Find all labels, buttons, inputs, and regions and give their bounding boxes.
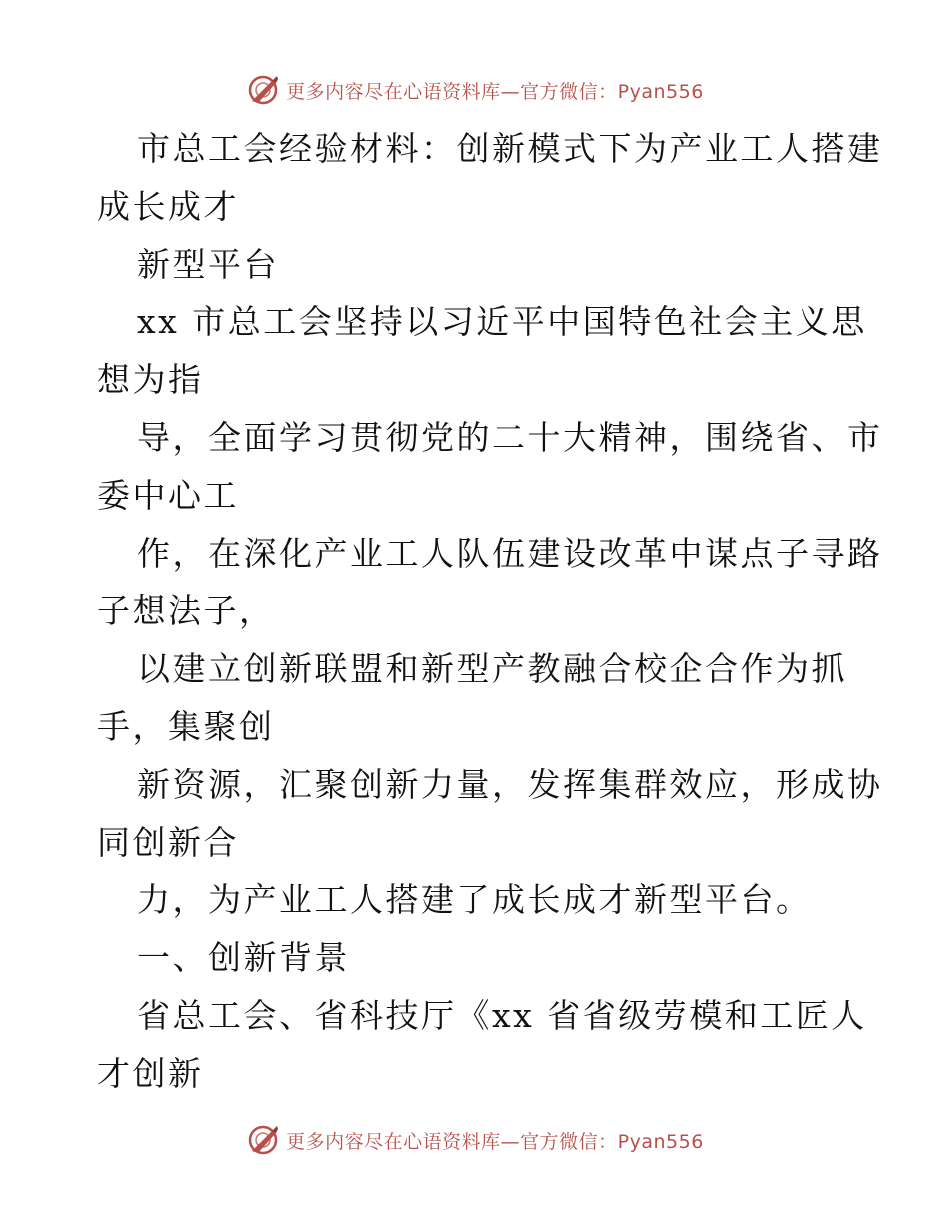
text-line: 同创新合 bbox=[97, 822, 239, 862]
text-line: 一、创新背景 bbox=[137, 938, 350, 978]
text-line: 省总工会、省科技厅《xx 省省级劳模和工匠人 bbox=[137, 995, 867, 1035]
watermark-text: 更多内容尽在心语资料库—官方微信：Pyan556 bbox=[286, 1130, 704, 1153]
watermark-text: 更多内容尽在心语资料库—官方微信：Pyan556 bbox=[286, 80, 704, 103]
footer-watermark-banner bbox=[0, 1120, 950, 1160]
document-body bbox=[97, 120, 883, 1103]
text-line: 市总工会经验材料：创新模式下为产业工人搭建 bbox=[137, 129, 883, 168]
text-line: 成长成才 bbox=[97, 186, 239, 226]
quill-pen-logo-icon bbox=[246, 73, 280, 107]
header-watermark-banner bbox=[0, 70, 950, 110]
text-line: 作，在深化产业工人队伍建设改革中谋点子寻路 bbox=[137, 533, 883, 573]
text-line: 新型平台 bbox=[137, 244, 279, 284]
quill-pen-logo-icon bbox=[246, 1123, 280, 1157]
text-line: 子想法子， bbox=[97, 591, 275, 631]
text-line: 手，集聚创 bbox=[97, 706, 275, 746]
text-line: 新资源，汇聚创新力量，发挥集群效应，形成协 bbox=[137, 764, 883, 804]
text-line: xx 市总工会坚持以习近平中国特色社会主义思 bbox=[137, 302, 867, 342]
text-line: 才创新 bbox=[97, 1053, 204, 1093]
text-line: 以建立创新联盟和新型产教融合校企合作为抓 bbox=[137, 649, 847, 689]
text-line: 想为指 bbox=[97, 360, 204, 400]
text-line: 委中心工 bbox=[97, 475, 239, 515]
text-line: 导，全面学习贯彻党的二十大精神，围绕省、市 bbox=[137, 417, 883, 457]
text-line: 力，为产业工人搭建了成长成才新型平台。 bbox=[137, 880, 812, 920]
